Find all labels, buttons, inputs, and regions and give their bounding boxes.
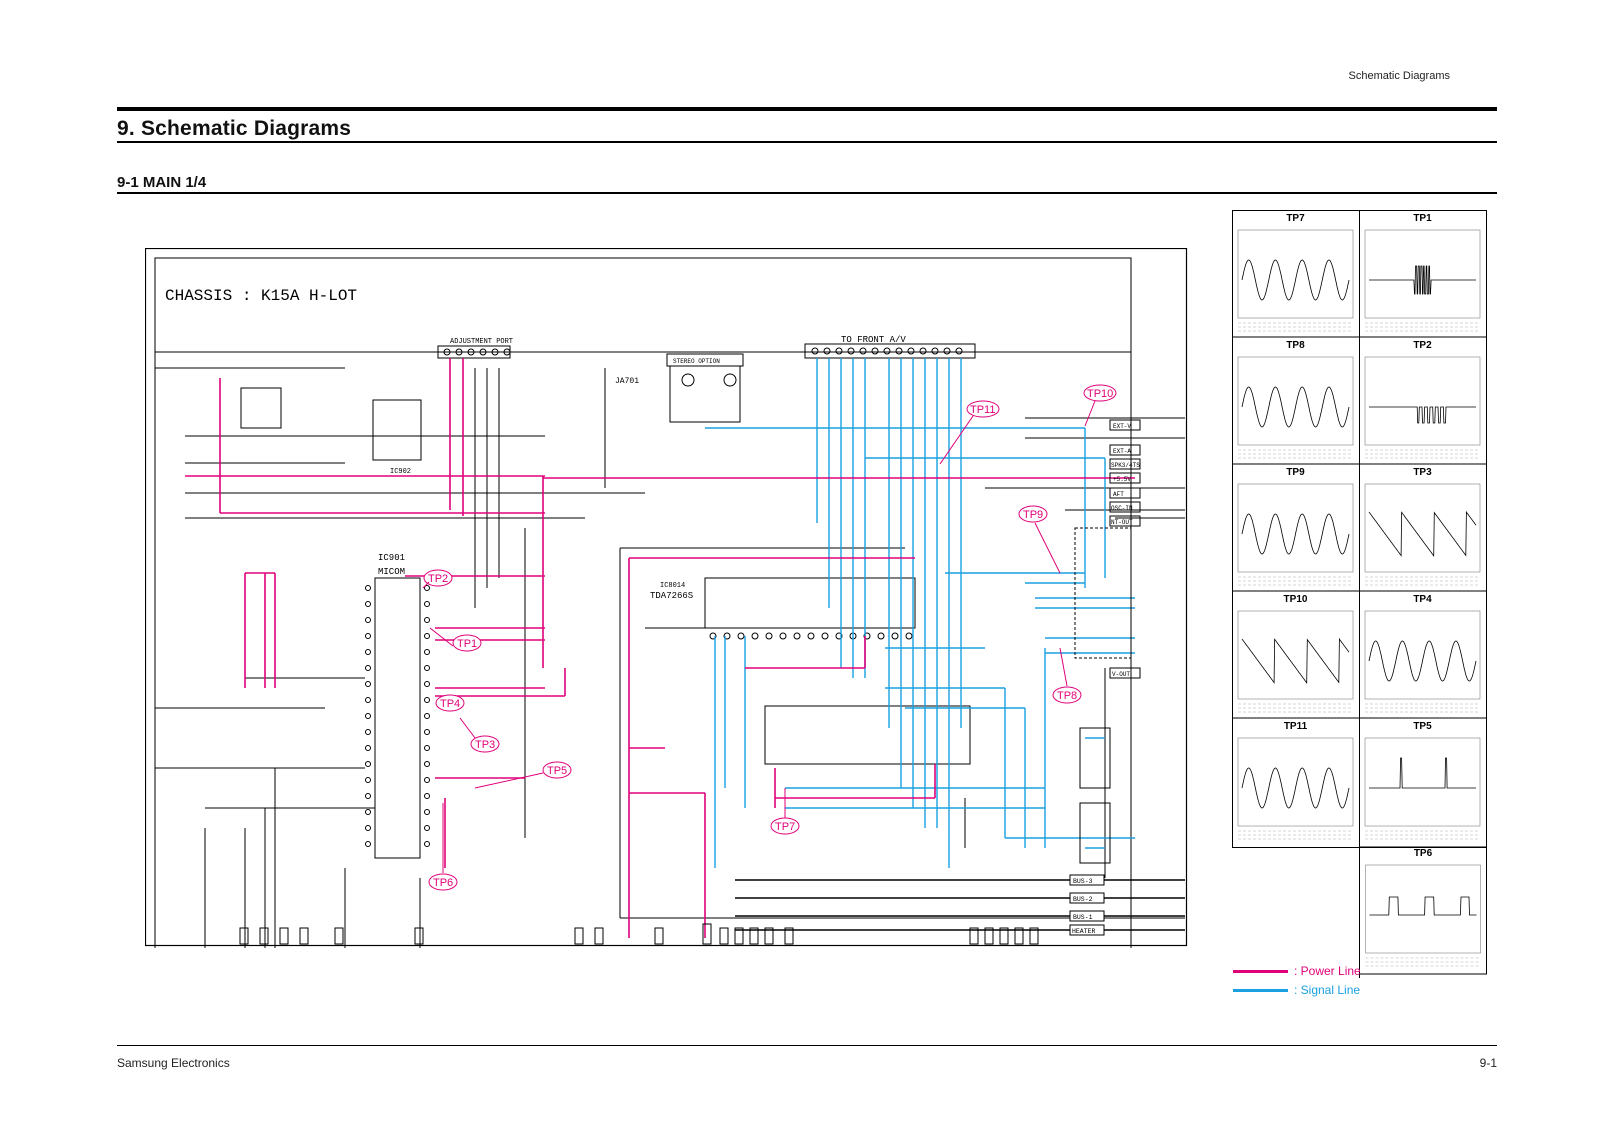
oscilloscope-panel xyxy=(1232,210,1487,978)
scope-tp11 xyxy=(1238,721,1353,839)
scope-label: TP11 xyxy=(1283,721,1308,732)
scope-waveform xyxy=(1369,512,1476,556)
scope-tp1 xyxy=(1365,213,1480,331)
legend-signal xyxy=(1233,983,1360,997)
svg-text:TP10: TP10 xyxy=(1087,388,1114,400)
scope-tp6 xyxy=(1366,848,1481,966)
bottom-connectors xyxy=(240,924,1038,944)
scope-tp5 xyxy=(1365,721,1480,839)
bus-1-label: BUS-1 xyxy=(1073,914,1093,921)
power-lines xyxy=(185,358,1135,938)
connector-aft: AFT xyxy=(1113,491,1124,498)
front-av-connector xyxy=(805,344,975,358)
scope-tp4 xyxy=(1365,594,1480,712)
footer-rule xyxy=(117,1045,1497,1046)
scope-waveform xyxy=(1242,260,1349,300)
black-wiring xyxy=(155,368,1185,948)
scope-waveform xyxy=(1242,639,1349,683)
ic902-label: IC902 xyxy=(390,468,412,476)
tp5-marker xyxy=(543,762,571,778)
scope-label: TP9 xyxy=(1286,467,1305,478)
scope-tp7 xyxy=(1238,213,1353,331)
connector-5v: +5.5V xyxy=(1113,476,1132,483)
adjustment-port-label: ADJUSTMENT PORT xyxy=(450,338,514,346)
scope-tp2 xyxy=(1365,340,1480,458)
scope-waveform xyxy=(1369,758,1476,788)
scope-tp10 xyxy=(1238,594,1353,712)
svg-text:TP9: TP9 xyxy=(1023,509,1044,521)
ic902-chip xyxy=(373,400,421,460)
scope-waveform xyxy=(1369,266,1476,294)
test-point-arrows xyxy=(423,401,1095,873)
scope-label: TP2 xyxy=(1413,340,1432,351)
legend-power xyxy=(1233,964,1361,978)
bus-2-label: BUS-2 xyxy=(1073,896,1093,903)
main-schematic-diagram xyxy=(145,248,1197,968)
page-title: 9. Schematic Diagrams xyxy=(117,117,352,140)
scope-label: TP6 xyxy=(1413,848,1433,859)
schematic-title-frame xyxy=(155,258,1131,352)
title-top-rule xyxy=(117,107,1497,111)
svg-text:TP3: TP3 xyxy=(475,739,496,751)
connector-spk: SPK3/4TS xyxy=(1111,462,1140,469)
header-section-label: Schematic Diagrams xyxy=(1348,70,1450,82)
title-bottom-rule xyxy=(117,141,1497,143)
scope-tp3 xyxy=(1365,467,1480,585)
svg-text:TP11: TP11 xyxy=(970,404,996,416)
svg-text:TP1: TP1 xyxy=(457,638,478,650)
tp8-marker xyxy=(1053,687,1081,703)
svg-text:TP6: TP6 xyxy=(433,877,454,889)
ic8014-label: IC8014 xyxy=(660,582,686,590)
footer-page-number: 9-1 xyxy=(1479,1056,1497,1070)
scope-label: TP1 xyxy=(1413,213,1432,224)
tp2-marker xyxy=(424,570,452,586)
tp1-marker xyxy=(453,635,481,651)
connector-ext-v: EXT-V xyxy=(1113,423,1132,430)
scope-waveform xyxy=(1370,897,1477,915)
legend-signal-swatch xyxy=(1233,989,1288,992)
micom-chip xyxy=(375,578,420,858)
scope-label: TP10 xyxy=(1283,594,1308,605)
tp9-marker xyxy=(1019,506,1047,522)
tp4-marker xyxy=(436,695,464,711)
footer-company: Samsung Electronics xyxy=(117,1056,230,1070)
scope-waveform xyxy=(1242,768,1349,808)
stereo-option-label: STEREO OPTION xyxy=(673,358,720,365)
signal-lines xyxy=(705,358,1135,868)
scope-waveform xyxy=(1242,387,1349,427)
scope-tp9 xyxy=(1238,467,1353,585)
scope-waveform xyxy=(1242,514,1349,554)
chassis-label: CHASSIS : K15A H-LOT xyxy=(165,287,358,305)
ja701-label: JA701 xyxy=(615,377,640,386)
scope-label: TP5 xyxy=(1413,721,1432,732)
svg-text:TP4: TP4 xyxy=(440,698,461,710)
svg-text:TP2: TP2 xyxy=(428,573,449,585)
scope-waveform xyxy=(1369,407,1476,423)
legend-power-label: : Power Line xyxy=(1294,964,1361,978)
heater-label: HEATER xyxy=(1072,928,1096,935)
tp10-marker xyxy=(1084,385,1116,401)
micom-label: MICOM xyxy=(378,567,406,577)
to-front-av-label: TO FRONT A/V xyxy=(841,335,906,345)
tda-label: TDA7266S xyxy=(650,591,694,601)
connector-osc-in: OSC-IN xyxy=(1111,505,1133,512)
scope-label: TP3 xyxy=(1413,467,1432,478)
subtitle-rule xyxy=(117,192,1497,194)
tda7266s-chip xyxy=(705,578,915,628)
tp3-marker xyxy=(471,736,499,752)
tp11-marker xyxy=(967,401,999,417)
scope-tp8 xyxy=(1238,340,1353,458)
svg-text:TP7: TP7 xyxy=(775,821,796,833)
connector-ext-a: EXT-A xyxy=(1113,448,1132,455)
legend-power-swatch xyxy=(1233,970,1288,973)
ic901-label: IC901 xyxy=(378,553,406,563)
connector-v-out: V-OUT xyxy=(1112,671,1131,678)
right-connectors xyxy=(1110,420,1140,678)
legend-signal-label: : Signal Line xyxy=(1294,983,1361,997)
test-point-labels xyxy=(424,385,1116,890)
tp7-marker xyxy=(771,818,799,834)
scope-label: TP8 xyxy=(1286,340,1305,351)
connector-nt-out: NT-OUT xyxy=(1111,519,1133,526)
scope-label: TP4 xyxy=(1413,594,1432,605)
scope-label: TP7 xyxy=(1286,213,1305,224)
section-subtitle: 9-1 MAIN 1/4 xyxy=(117,174,207,191)
svg-text:TP8: TP8 xyxy=(1057,690,1078,702)
bus-3-label: BUS-3 xyxy=(1073,878,1093,885)
sub-ic-box xyxy=(765,706,970,764)
tp6-marker xyxy=(429,874,457,890)
scope-waveform xyxy=(1369,641,1476,681)
svg-text:TP5: TP5 xyxy=(547,765,568,777)
